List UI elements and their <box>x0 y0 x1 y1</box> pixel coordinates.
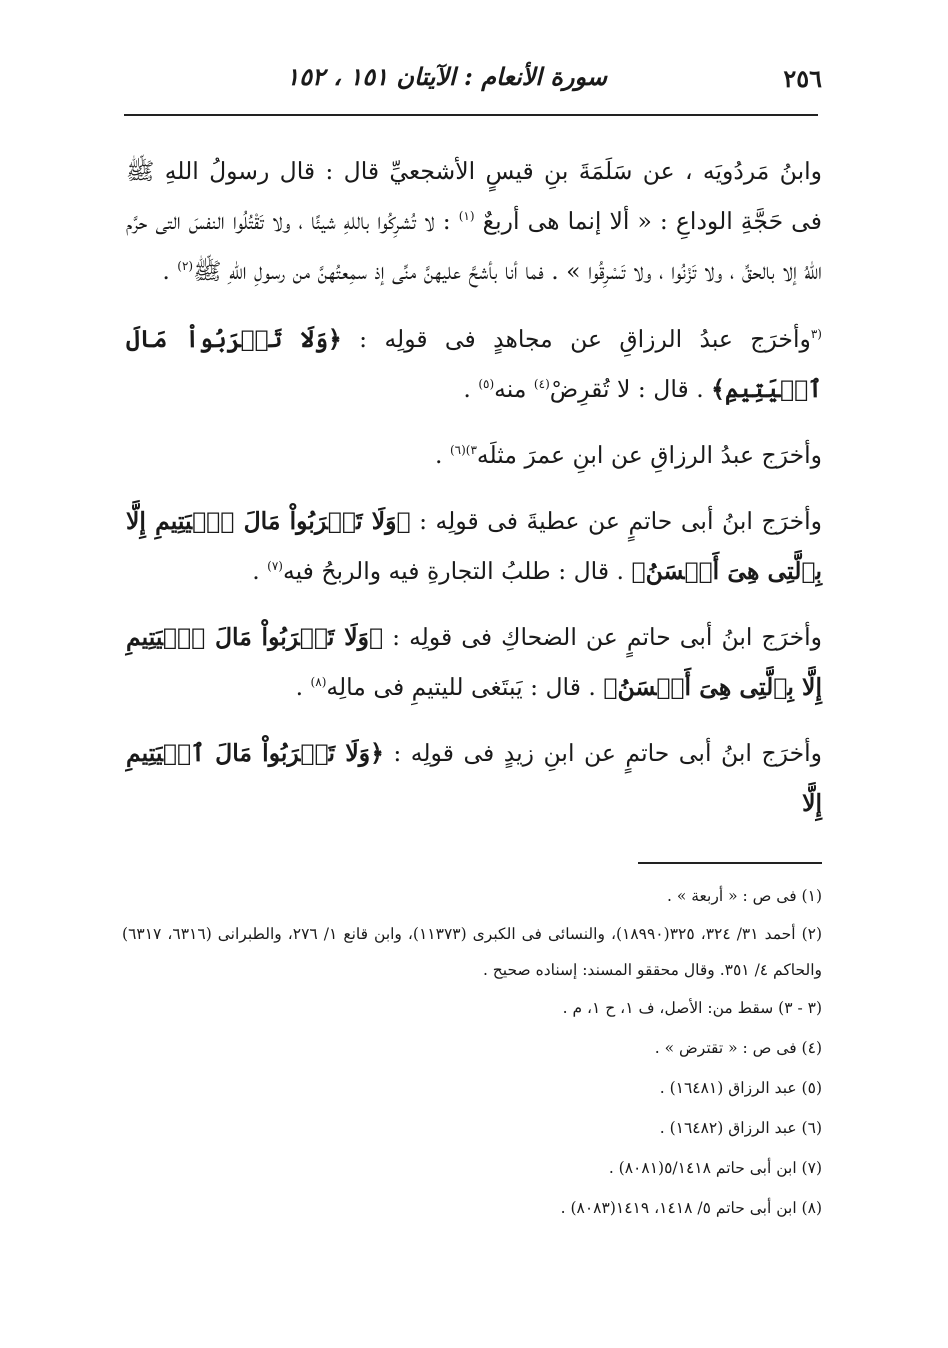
footnote-5: (٥) عبد الرزاق (١٦٤٨١) . <box>659 1079 822 1097</box>
footnote-8: (٨) ابن أبى حاتم ٥/ ١٤١٨، ١٤١٩(٨٠٨٣) . <box>560 1199 822 1217</box>
footnotes <box>122 876 822 1228</box>
paragraph-end: . <box>463 375 479 403</box>
paragraph-text: : لا تُشرِكُوا باللهِ شيئًا ، ولا تَقْتُلُوا النفسَ التى حرَّم اللهُ إلا بالحقِّ ، ولا تَزْنُوا ، ولا تَسْرِقُوا » . فما أنا بأشحَّ عليهنَّ منِّى إذ سمِعتُهنَّ من رسولِ اللهِ ﷺ <box>126 207 822 285</box>
footnote-3: (٣ - ٣) سقط من: الأصل، ف ١، ح ١، م . <box>562 999 822 1017</box>
quran-verse: ﴿وَلَا تَقۡرَبُواْ مَالَ ٱلۡيَتِيمِ إِلَّا <box>126 739 822 817</box>
footnote-ref: (٣ <box>810 327 822 342</box>
paragraph-text: وأخرَج عبدُ الرزاقِ عن مجاهدٍ فى قولِه : <box>341 325 811 353</box>
main-text <box>126 146 822 844</box>
footnote-ref: ٣)(٦) <box>449 443 477 458</box>
page-number: ٢٥٦ <box>783 64 822 93</box>
header-rule <box>124 114 818 116</box>
paragraph-end: . <box>162 257 178 285</box>
footnote-ref: (١) <box>458 209 475 224</box>
footnote-ref: (٨) <box>310 675 327 690</box>
paragraph-end: . <box>252 557 268 585</box>
footnote-ref: (٤) <box>533 377 550 392</box>
paragraph-end: . <box>435 441 450 469</box>
quran-verse: ﴿وَلَا تَقۡرَبُواْ مَالَ ٱلۡيَتِيمِ إِلَّا بِٱلَّتِى هِىَ أَحۡسَنُ﴾ <box>126 507 822 585</box>
footnote-4: (٤) فى ص : « تقترض » . <box>654 1039 822 1057</box>
page-header <box>122 62 822 102</box>
paragraph-4 <box>126 496 822 596</box>
paragraph-text: منه <box>494 375 534 403</box>
paragraph-text: وابنُ مَردُويَه ، عن سَلَمَةَ بنِ قيسٍ الأشجعيِّ قال : قال رسولُ اللهِ ﷺ فى حَجَّةِ الوداعِ : « ألا إنما هى أربعٌ <box>126 157 822 235</box>
quran-verse: ﴿وَلَا تَقۡرَبُواْ مَالَ ٱلۡيَتِيمِ﴾ <box>126 325 822 403</box>
paragraph-3 <box>126 430 822 480</box>
paragraph-text: وأخرَج ابنُ أبى حاتمٍ عن ابنِ زيدٍ فى قولِه : <box>383 739 822 767</box>
footnote-2: (٢) أحمد ٣١/ ٣٢٤، ٣٢٥(١٨٩٩٠)، والنسائى فى الكبرى (١١٣٧٣)، وابن قانع ١/ ٢٧٦، والطبرانى (٦٣١٦، ٦٣١٧) والحاكم ٤/ ٣٥١. وقال محققو المسند: إسناده صحيح . <box>122 925 823 979</box>
paragraph-text: وأخرَج ابنُ أبى حاتمٍ عن الضحاكِ فى قولِه : <box>383 623 822 651</box>
footnote-7: (٧) ابن أبى حاتم ٥/١٤١٨(٨٠٨١) . <box>608 1159 822 1177</box>
running-title: سورة الأنعام : الآيتان ١٥١ ، ١٥٢ <box>286 62 607 91</box>
paragraph-5 <box>126 612 822 712</box>
paragraph-text: وأخرَج ابنُ أبى حاتمٍ عن عطيةَ فى قولِه : <box>410 507 822 535</box>
footnote-6: (٦) عبد الرزاق (١٦٤٨٢) . <box>659 1119 822 1137</box>
paragraph-text: . قال : طلبُ التجارةِ فيه والربحُ فيه <box>282 557 632 585</box>
paragraph-6 <box>126 728 822 828</box>
footnote-rule <box>638 862 822 864</box>
paragraph-text: . قال : يَبتَغى لليتيمِ فى مالِه <box>326 673 604 701</box>
footnote-ref: (٥) <box>478 377 495 392</box>
paragraph-2 <box>126 314 822 414</box>
paragraph-1 <box>126 146 822 296</box>
footnote-1: (١) فى ص : « أربعة » . <box>666 887 822 905</box>
footnote-ref: (٧) <box>267 559 283 574</box>
paragraph-text: وأخرَج عبدُ الرزاقِ عن ابنِ عمرَ مثلَه <box>476 441 822 469</box>
paragraph-text: . قال : لا تُقرِضْ <box>549 375 712 403</box>
paragraph-end: . <box>295 673 311 701</box>
quran-verse: ﴿وَلَا تَقۡرَبُواْ مَالَ ٱلۡيَتِيمِ إِلَّا بِٱلَّتِى هِىَ أَحۡسَنُ﴾ <box>126 623 822 701</box>
footnote-ref: (٢) <box>177 259 194 274</box>
